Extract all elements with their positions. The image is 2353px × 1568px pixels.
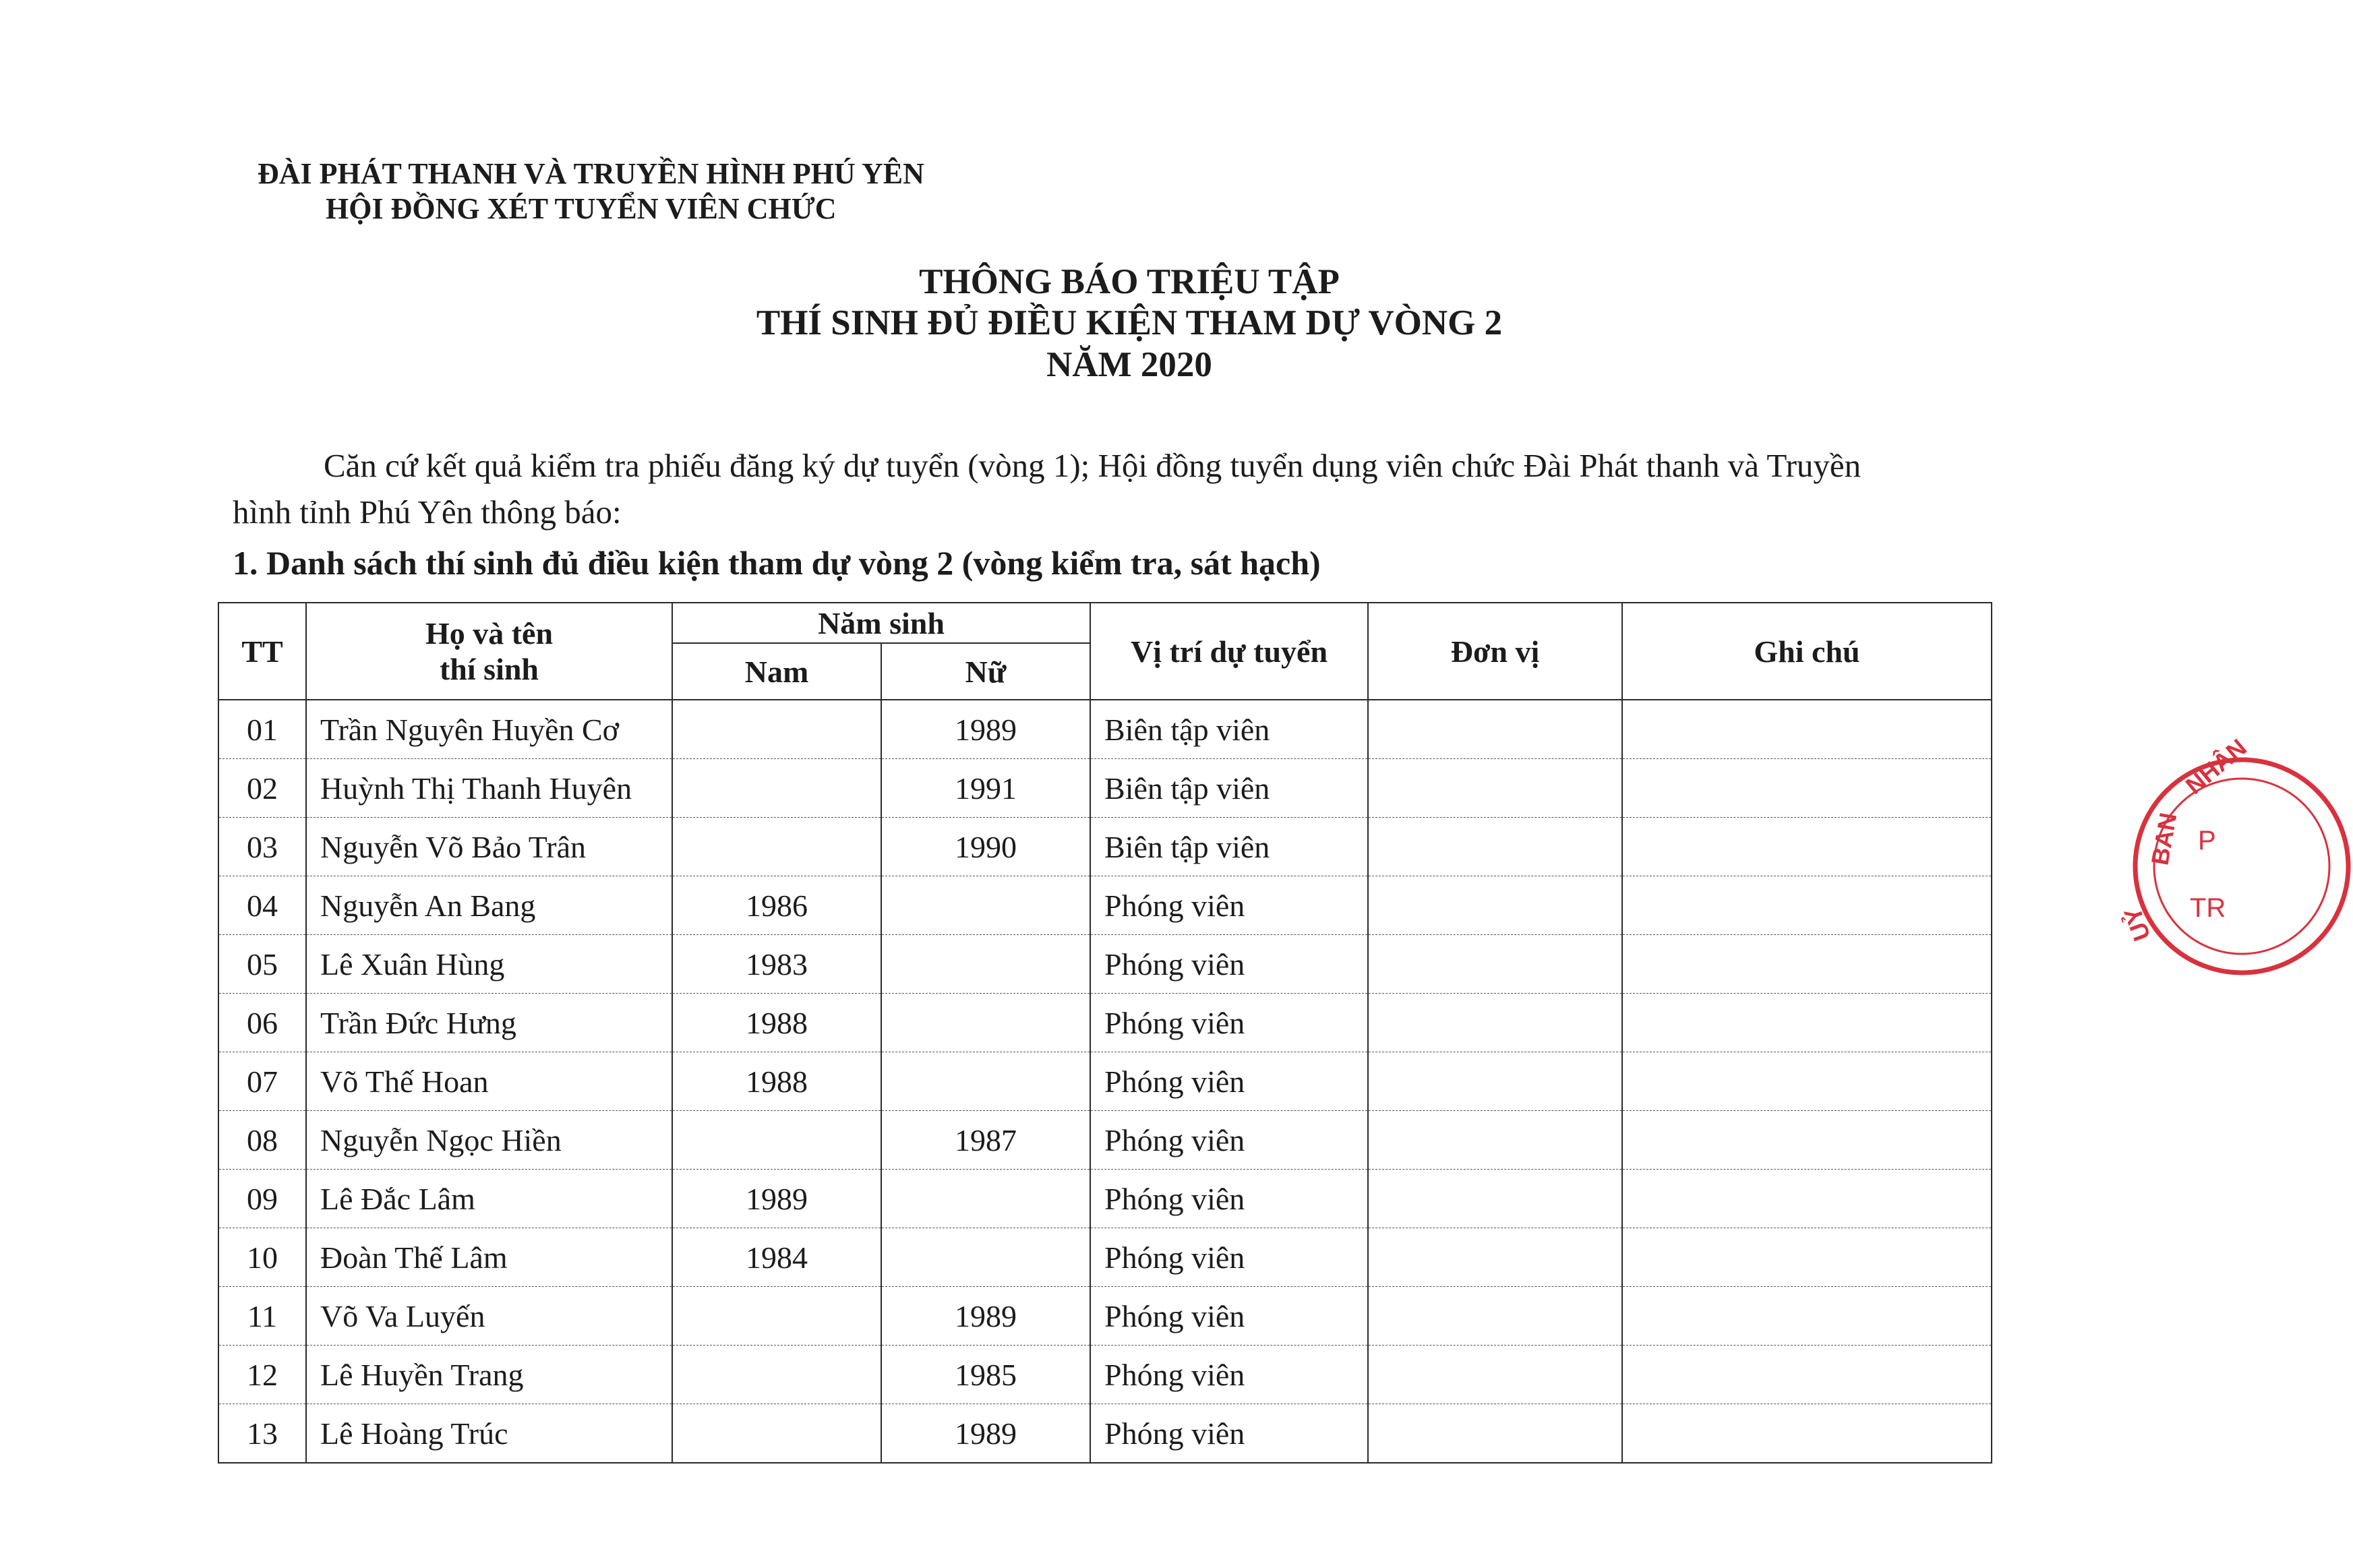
row-unit	[1368, 700, 1622, 759]
row-male-year	[672, 700, 881, 759]
row-note	[1622, 1111, 1992, 1170]
row-female-year: 1989	[881, 1287, 1090, 1346]
table-row	[218, 1052, 1992, 1111]
row-tt: 04	[218, 876, 306, 935]
table-row	[218, 818, 1992, 876]
table-row	[218, 700, 1992, 759]
row-note	[1622, 1052, 1992, 1111]
svg-text:P: P	[2198, 826, 2216, 855]
row-position: Phóng viên	[1090, 994, 1368, 1052]
table-row	[218, 1287, 1992, 1346]
row-tt: 02	[218, 759, 306, 818]
row-unit	[1368, 1228, 1622, 1287]
row-unit	[1368, 1052, 1622, 1111]
row-male-year: 1983	[672, 935, 881, 994]
row-name: Võ Thế Hoan	[306, 1052, 672, 1111]
row-unit	[1368, 759, 1622, 818]
notice-title-line3: NĂM 2020	[1046, 345, 1212, 384]
row-unit	[1368, 994, 1622, 1052]
candidate-table	[218, 602, 1992, 1464]
row-unit	[1368, 1111, 1622, 1170]
row-name: Trần Nguyên Huyền Cơ	[306, 700, 672, 759]
row-tt: 13	[218, 1404, 306, 1464]
table-header-row	[218, 603, 1992, 643]
row-note	[1622, 876, 1992, 935]
row-female-year: 1985	[881, 1346, 1090, 1404]
row-note	[1622, 1346, 1992, 1404]
svg-text:BAN: BAN	[2145, 810, 2182, 868]
table-row	[218, 759, 1992, 818]
row-position: Phóng viên	[1090, 876, 1368, 935]
row-note	[1622, 935, 1992, 994]
row-tt: 09	[218, 1170, 306, 1228]
row-position: Biên tập viên	[1090, 759, 1368, 818]
row-male-year: 1989	[672, 1170, 881, 1228]
official-seal	[2118, 733, 2353, 977]
table-row	[218, 1228, 1992, 1287]
table-row	[218, 1346, 1992, 1404]
row-position: Phóng viên	[1090, 1287, 1368, 1346]
row-male-year: 1988	[672, 994, 881, 1052]
row-female-year: 1991	[881, 759, 1090, 818]
row-tt: 06	[218, 994, 306, 1052]
row-female-year: 1990	[881, 818, 1090, 876]
row-unit	[1368, 876, 1622, 935]
row-male-year	[672, 1287, 881, 1346]
row-note	[1622, 759, 1992, 818]
row-female-year	[881, 1170, 1090, 1228]
row-note	[1622, 1170, 1992, 1228]
row-name: Đoàn Thế Lâm	[306, 1228, 672, 1287]
row-note	[1622, 994, 1992, 1052]
table-row	[218, 994, 1992, 1052]
intro-line2: hình tỉnh Phú Yên thông báo:	[233, 493, 622, 531]
row-position: Phóng viên	[1090, 1404, 1368, 1464]
svg-text:TR: TR	[2190, 893, 2226, 923]
row-male-year: 1984	[672, 1228, 881, 1287]
row-tt: 10	[218, 1228, 306, 1287]
row-tt: 11	[218, 1287, 306, 1346]
row-male-year	[672, 1404, 881, 1464]
row-position: Phóng viên	[1090, 1228, 1368, 1287]
row-tt: 07	[218, 1052, 306, 1111]
row-unit	[1368, 1170, 1622, 1228]
row-tt: 01	[218, 700, 306, 759]
row-name: Lê Huyền Trang	[306, 1346, 672, 1404]
row-female-year: 1989	[881, 700, 1090, 759]
row-position: Phóng viên	[1090, 1170, 1368, 1228]
row-name: Huỳnh Thị Thanh Huyên	[306, 759, 672, 818]
row-name: Nguyễn Ngọc Hiền	[306, 1111, 672, 1170]
row-position: Phóng viên	[1090, 935, 1368, 994]
row-name: Lê Xuân Hùng	[306, 935, 672, 994]
header-male: Nam	[672, 643, 881, 700]
row-note	[1622, 818, 1992, 876]
row-unit	[1368, 1346, 1622, 1404]
intro-line1: Căn cứ kết quả kiểm tra phiếu đăng ký dự tuyển (vòng 1); Hội đồng tuyển dụng viên chức Đài Phát thanh và Truyền	[324, 447, 1861, 484]
row-name: Võ Va Luyến	[306, 1287, 672, 1346]
notice-title-line2: THÍ SINH ĐỦ ĐIỀU KIỆN THAM DỰ VÒNG 2	[756, 303, 1503, 342]
notice-title-line1: THÔNG BÁO TRIỆU TẬP	[919, 262, 1340, 301]
row-name: Lê Đắc Lâm	[306, 1170, 672, 1228]
row-female-year	[881, 1228, 1090, 1287]
header-name-line2: thí sinh	[439, 652, 539, 686]
row-name: Nguyễn Võ Bảo Trân	[306, 818, 672, 876]
row-female-year: 1987	[881, 1111, 1090, 1170]
row-unit	[1368, 1404, 1622, 1464]
row-unit	[1368, 935, 1622, 994]
row-female-year	[881, 1052, 1090, 1111]
header-unit: Đơn vị	[1368, 603, 1622, 700]
table-row	[218, 1404, 1992, 1464]
header-female: Nữ	[881, 643, 1090, 700]
row-position: Phóng viên	[1090, 1052, 1368, 1111]
row-male-year	[672, 1111, 881, 1170]
header-name-line1: Họ và tên	[425, 616, 554, 651]
row-tt: 08	[218, 1111, 306, 1170]
council-name: HỘI ĐỒNG XÉT TUYỂN VIÊN CHỨC	[326, 192, 837, 225]
org-name: ĐÀI PHÁT THANH VÀ TRUYỀN HÌNH PHÚ YÊN	[258, 157, 924, 190]
row-female-year	[881, 935, 1090, 994]
header-tt: TT	[218, 603, 306, 700]
row-female-year: 1989	[881, 1404, 1090, 1464]
row-female-year	[881, 876, 1090, 935]
row-tt: 03	[218, 818, 306, 876]
row-note	[1622, 1404, 1992, 1464]
row-name: Nguyễn An Bang	[306, 876, 672, 935]
row-male-year	[672, 759, 881, 818]
row-tt: 12	[218, 1346, 306, 1404]
svg-text:NHÂN: NHÂN	[2180, 733, 2252, 800]
row-unit	[1368, 818, 1622, 876]
row-note	[1622, 1287, 1992, 1346]
row-name: Trần Đức Hưng	[306, 994, 672, 1052]
row-male-year	[672, 1346, 881, 1404]
table-row	[218, 1111, 1992, 1170]
row-male-year: 1986	[672, 876, 881, 935]
row-female-year	[881, 994, 1090, 1052]
svg-text:UỶ: UỶ	[2118, 903, 2156, 945]
header-birth-year: Năm sinh	[672, 603, 1090, 643]
row-male-year: 1988	[672, 1052, 881, 1111]
row-name: Lê Hoàng Trúc	[306, 1404, 672, 1464]
header-note: Ghi chú	[1622, 603, 1992, 700]
table-row	[218, 876, 1992, 935]
row-position: Phóng viên	[1090, 1346, 1368, 1404]
row-position: Biên tập viên	[1090, 818, 1368, 876]
row-note	[1622, 700, 1992, 759]
table-row	[218, 935, 1992, 994]
row-position: Biên tập viên	[1090, 700, 1368, 759]
row-note	[1622, 1228, 1992, 1287]
row-male-year	[672, 818, 881, 876]
row-position: Phóng viên	[1090, 1111, 1368, 1170]
row-unit	[1368, 1287, 1622, 1346]
header-name	[306, 603, 672, 700]
table-body	[218, 700, 1992, 1463]
row-tt: 05	[218, 935, 306, 994]
header-position: Vị trí dự tuyển	[1090, 603, 1368, 700]
table-row	[218, 1170, 1992, 1228]
section-heading: 1. Danh sách thí sinh đủ điều kiện tham dự vòng 2 (vòng kiểm tra, sát hạch)	[233, 544, 1321, 582]
